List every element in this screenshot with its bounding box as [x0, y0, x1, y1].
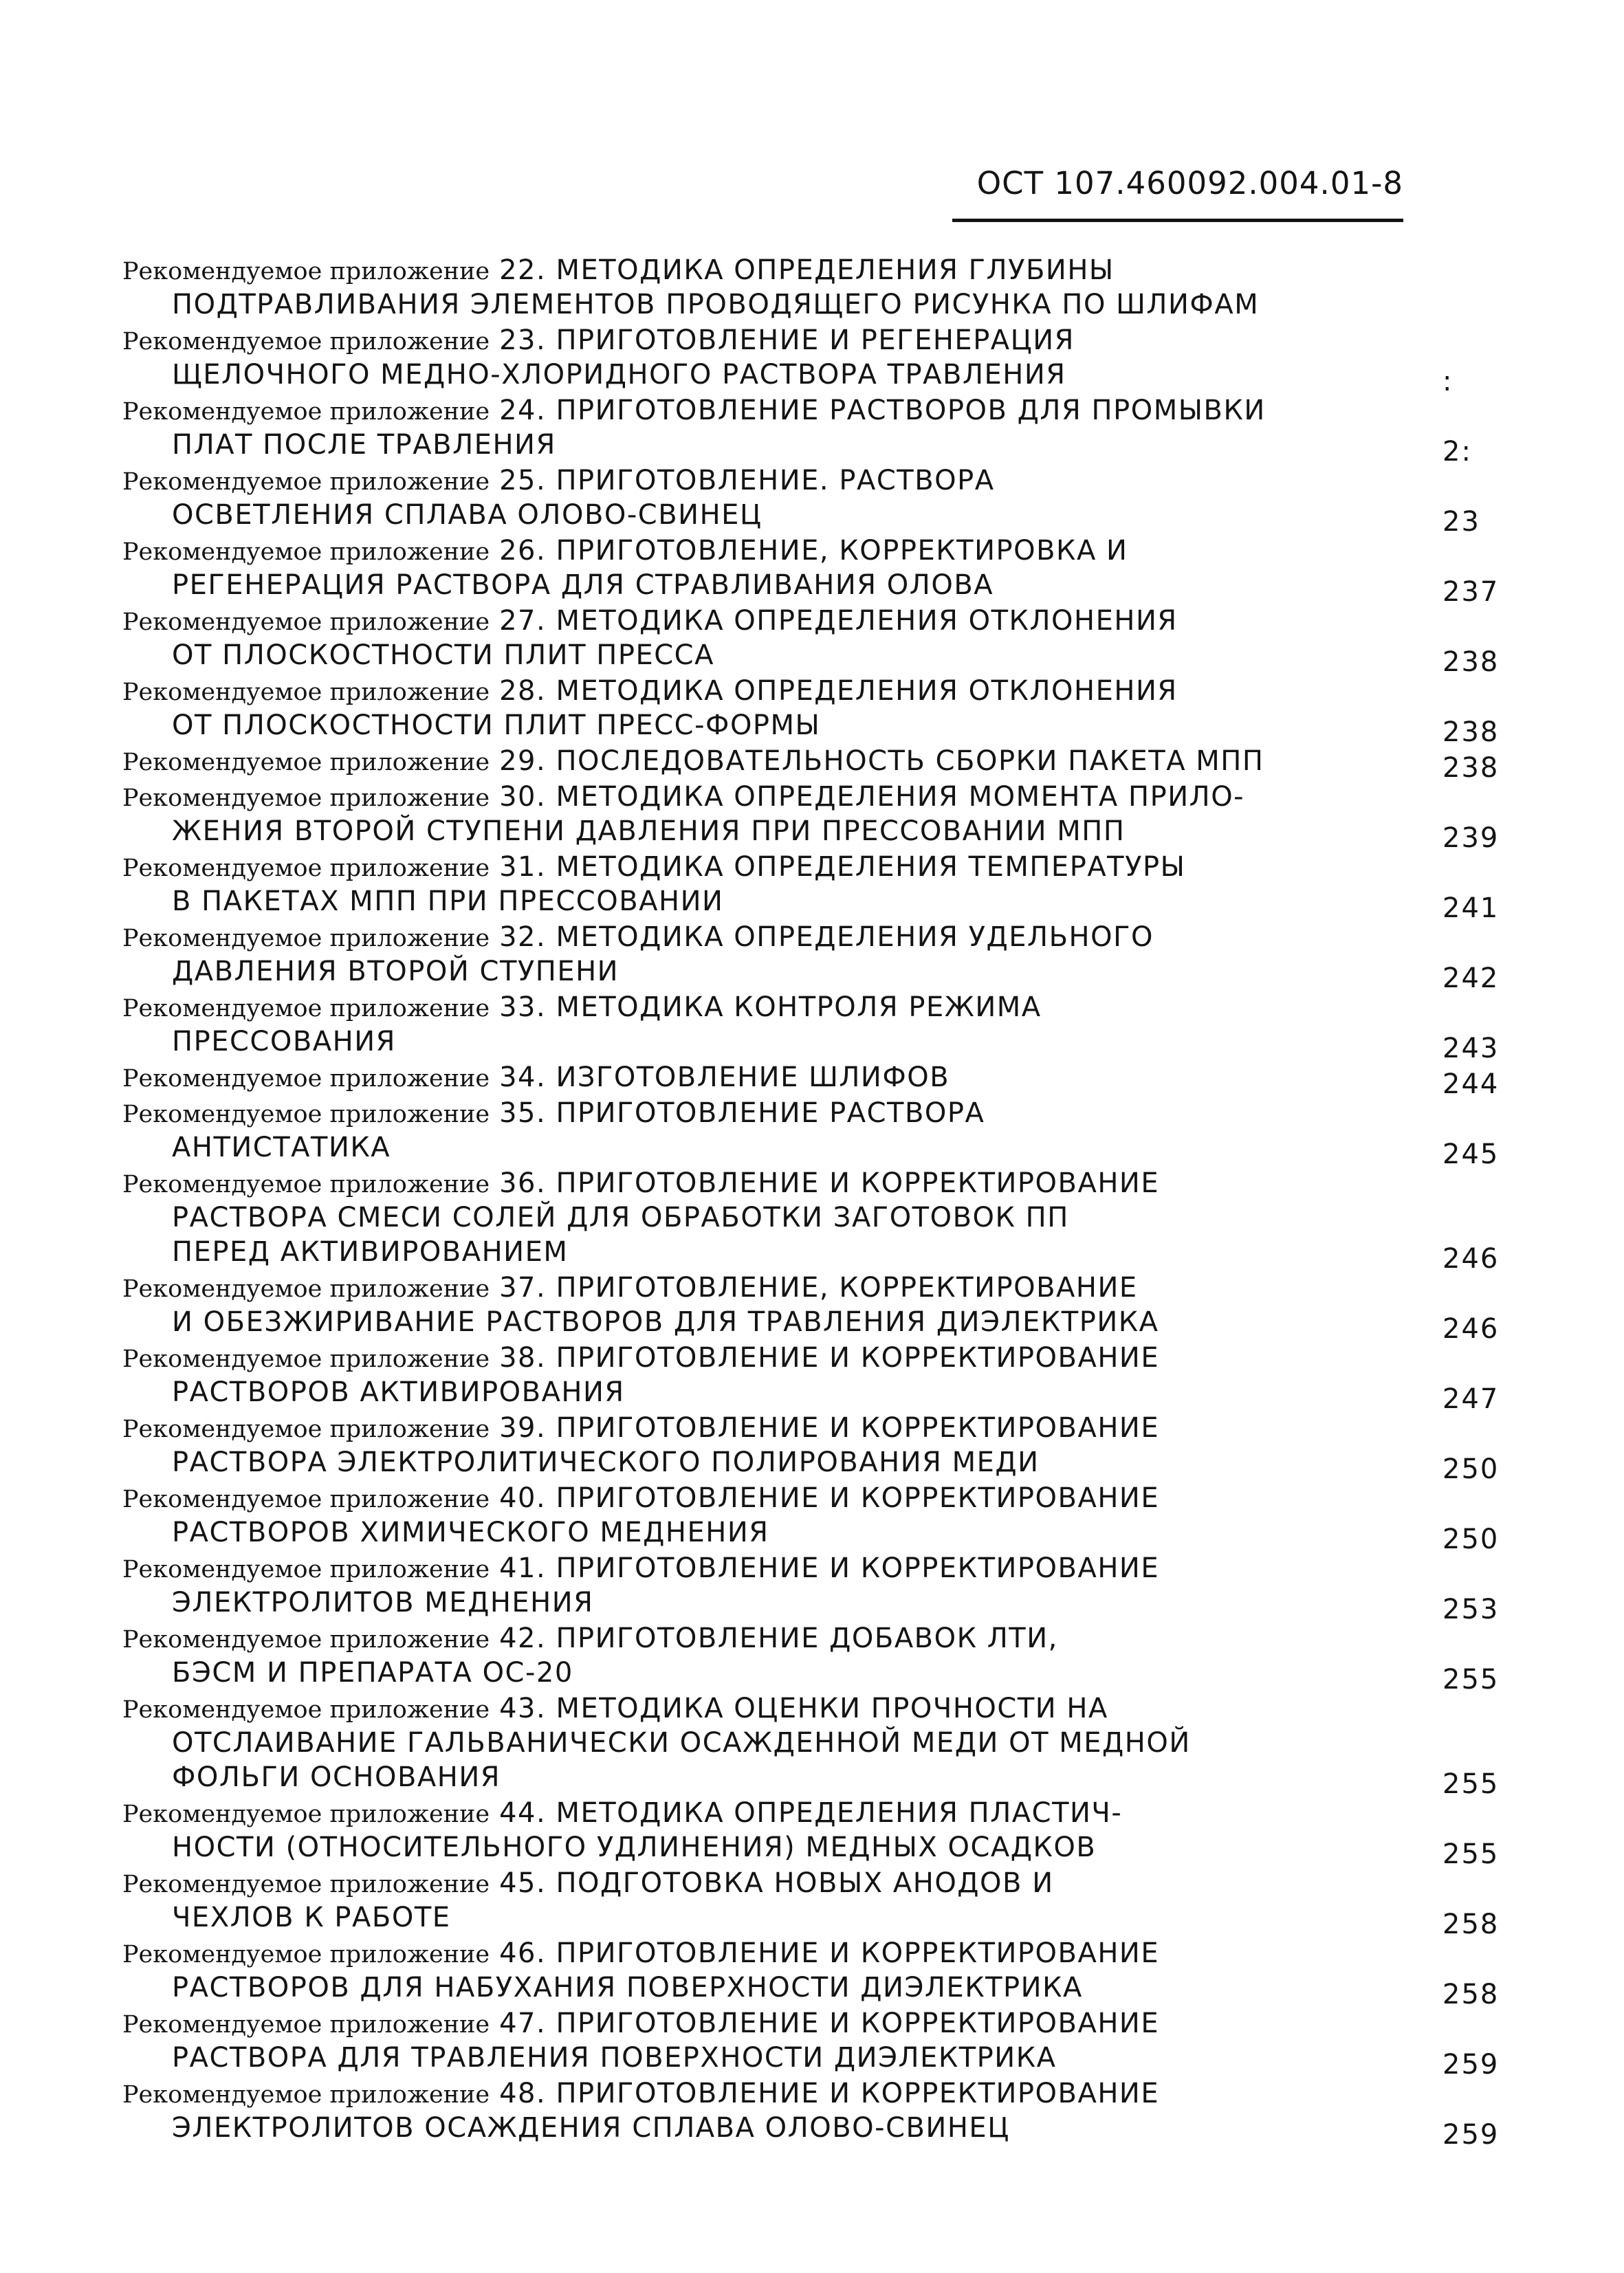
toc-title-line: В ПАКЕТАХ МПП ПРИ ПРЕССОВАНИИ	[172, 886, 724, 917]
toc-entry[interactable]	[0, 463, 1624, 538]
toc-entry-text	[122, 2006, 1401, 2075]
appendix-prefix: Рекомендуемое приложение	[122, 784, 490, 812]
toc-first-line	[122, 1796, 1401, 1830]
toc-title-line: 37. ПРИГОТОВЛЕНИЕ, КОРРЕКТИРОВАНИЕ	[499, 1272, 1138, 1304]
toc-entry-text	[122, 604, 1401, 672]
toc-entry[interactable]	[0, 990, 1624, 1064]
toc-entry-text	[122, 990, 1401, 1059]
toc-title-line: ФОЛЬГИ ОСНОВАНИЯ	[172, 1761, 501, 1793]
toc-first-line	[122, 990, 1401, 1024]
toc-entry-text	[122, 1551, 1401, 1620]
toc-entry-text	[122, 1166, 1401, 1269]
toc-entry-text	[122, 1481, 1401, 1550]
toc-title-line: 41. ПРИГОТОВЛЕНИЕ И КОРРЕКТИРОВАНИЕ	[499, 1552, 1160, 1584]
toc-title-line: ОТСЛАИВАНИЕ ГАЛЬВАНИЧЕСКИ ОСАЖДЕННОЙ МЕДИ ОТ МЕДНОЙ	[172, 1727, 1191, 1759]
toc-title-line: 32. МЕТОДИКА ОПРЕДЕЛЕНИЯ УДЕЛЬНОГО	[499, 921, 1154, 953]
toc-entry[interactable]	[0, 1411, 1624, 1485]
appendix-prefix: Рекомендуемое приложение	[122, 1696, 490, 1724]
toc-entry[interactable]	[0, 253, 1624, 322]
toc-title-line: РАСТВОРА СМЕСИ СОЛЕЙ ДЛЯ ОБРАБОТКИ ЗАГОТОВОК ПП	[172, 1202, 1069, 1233]
toc-title-line: 34. ИЗГОТОВЛЕНИЕ ШЛИФОВ	[499, 1062, 950, 1093]
appendix-prefix: Рекомендуемое приложение	[122, 679, 490, 706]
toc-entry[interactable]	[0, 1271, 1624, 1345]
toc-title-line: 26. ПРИГОТОВЛЕНИЕ, КОРРЕКТИРОВКА И	[499, 535, 1128, 567]
toc-entry[interactable]	[0, 780, 1624, 854]
toc-title-line: 45. ПОДГОТОВКА НОВЫХ АНОДОВ И	[499, 1867, 1054, 1899]
toc-entry[interactable]	[0, 1866, 1624, 1940]
page-number: 238	[1442, 716, 1500, 748]
page-number: 250	[1442, 1524, 1500, 1555]
page-number: 247	[1442, 1383, 1500, 1415]
appendix-prefix: Рекомендуемое приложение	[122, 1065, 490, 1092]
appendix-prefix: Рекомендуемое приложение	[122, 398, 490, 426]
toc-title-line: ПОДТРАВЛИВАНИЯ ЭЛЕМЕНТОВ ПРОВОДЯЩЕГО РИСУНКА ПО ШЛИФАМ	[172, 289, 1260, 320]
appendix-prefix: Рекомендуемое приложение	[122, 1346, 490, 1373]
toc-title-line: 27. МЕТОДИКА ОПРЕДЕЛЕНИЯ ОТКЛОНЕНИЯ	[499, 605, 1178, 637]
appendix-prefix: Рекомендуемое приложение	[122, 1275, 490, 1303]
toc-title-line: ЭЛЕКТРОЛИТОВ ОСАЖДЕНИЯ СПЛАВА ОЛОВО-СВИНЕЦ	[172, 2112, 1010, 2144]
page-number: 258	[1442, 1909, 1500, 1940]
appendix-prefix: Рекомендуемое приложение	[122, 2081, 490, 2109]
toc-entry-text	[122, 1866, 1401, 1935]
page-number: 255	[1442, 1838, 1500, 1870]
toc-first-line	[122, 780, 1401, 814]
toc-entry-text	[122, 1796, 1401, 1865]
appendix-prefix: Рекомендуемое приложение	[122, 258, 490, 285]
toc-entry-text	[122, 1691, 1401, 1794]
appendix-prefix: Рекомендуемое приложение	[122, 925, 490, 952]
toc-entry-text	[122, 920, 1401, 989]
toc-first-line	[122, 1060, 1401, 1095]
toc-title-line: ПЛАТ ПОСЛЕ ТРАВЛЕНИЯ	[172, 429, 556, 461]
toc-entry-text	[122, 1060, 1401, 1095]
toc-first-line	[122, 1621, 1401, 1656]
appendix-prefix: Рекомендуемое приложение	[122, 749, 490, 776]
toc-title-line: 47. ПРИГОТОВЛЕНИЕ И КОРРЕКТИРОВАНИЕ	[499, 2008, 1160, 2039]
toc-first-line	[122, 1411, 1401, 1445]
toc-title-line: НОСТИ (ОТНОСИТЕЛЬНОГО УДЛИНЕНИЯ) МЕДНЫХ ОСАДКОВ	[172, 1832, 1097, 1863]
toc-title-line: 44. МЕТОДИКА ОПРЕДЕЛЕНИЯ ПЛАСТИЧ-	[499, 1797, 1123, 1829]
toc-entry[interactable]	[0, 1796, 1624, 1870]
toc-title-line: РАСТВОРОВ АКТИВИРОВАНИЯ	[172, 1376, 625, 1408]
toc-entry[interactable]	[0, 920, 1624, 994]
appendix-prefix: Рекомендуемое приложение	[122, 468, 490, 496]
toc-title-line: 36. ПРИГОТОВЛЕНИЕ И КОРРЕКТИРОВАНИЕ	[499, 1167, 1160, 1199]
toc-first-line	[122, 1341, 1401, 1375]
appendix-prefix: Рекомендуемое приложение	[122, 1941, 490, 1968]
toc-entry[interactable]	[0, 1551, 1624, 1625]
toc-entry-text	[122, 2076, 1401, 2145]
toc-entry[interactable]	[0, 2076, 1624, 2151]
toc-title-line: 48. ПРИГОТОВЛЕНИЕ И КОРРЕКТИРОВАНИЕ	[499, 2078, 1160, 2109]
toc-title-line: 39. ПРИГОТОВЛЕНИЕ И КОРРЕКТИРОВАНИЕ	[499, 1412, 1160, 1444]
toc-title-line: ЩЕЛОЧНОГО МЕДНО-ХЛОРИДНОГО РАСТВОРА ТРАВЛЕНИЯ	[172, 359, 1066, 391]
toc-title-line: БЭСМ И ПРЕПАРАТА ОС-20	[172, 1657, 573, 1689]
toc-entry[interactable]	[0, 393, 1624, 468]
appendix-prefix: Рекомендуемое приложение	[122, 608, 490, 636]
toc-title-line: РАСТВОРА ДЛЯ ТРАВЛЕНИЯ ПОВЕРХНОСТИ ДИЭЛЕКТРИКА	[172, 2042, 1057, 2074]
toc-first-line	[122, 744, 1401, 778]
toc-title-line: 30. МЕТОДИКА ОПРЕДЕЛЕНИЯ МОМЕНТА ПРИЛО-	[499, 781, 1245, 813]
toc-entry-text	[122, 780, 1401, 848]
toc-title-line: 46. ПРИГОТОВЛЕНИЕ И КОРРЕКТИРОВАНИЕ	[499, 1937, 1160, 1969]
toc-title-line: И ОБЕЗЖИРИВАНИЕ РАСТВОРОВ ДЛЯ ТРАВЛЕНИЯ ДИЭЛЕКТРИКА	[172, 1306, 1159, 1338]
toc-title-line: 35. ПРИГОТОВЛЕНИЕ РАСТВОРА	[499, 1097, 985, 1129]
page-number: 243	[1442, 1033, 1500, 1064]
toc-title-line: ПЕРЕД АКТИВИРОВАНИЕМ	[172, 1236, 569, 1268]
toc-first-line	[122, 393, 1401, 428]
toc-title-line: 43. МЕТОДИКА ОЦЕНКИ ПРОЧНОСТИ НА	[499, 1693, 1108, 1724]
page-number: 258	[1442, 1979, 1500, 2010]
toc-entry-text	[122, 674, 1401, 743]
toc-title-line: ЖЕНИЯ ВТОРОЙ СТУПЕНИ ДАВЛЕНИЯ ПРИ ПРЕССОВАНИИ МПП	[172, 815, 1126, 847]
page-number: 246	[1442, 1243, 1500, 1275]
toc-entry[interactable]	[0, 744, 1624, 784]
appendix-prefix: Рекомендуемое приложение	[122, 1416, 490, 1443]
toc-entry-text	[122, 463, 1401, 532]
page-number: 245	[1442, 1139, 1500, 1170]
appendix-prefix: Рекомендуемое приложение	[122, 1871, 490, 1898]
header-rule	[952, 219, 1403, 222]
toc-first-line	[122, 253, 1401, 287]
page-number: 242	[1442, 963, 1500, 994]
toc-title-line: 25. ПРИГОТОВЛЕНИЕ. РАСТВОРА	[499, 465, 995, 496]
toc-entry[interactable]	[0, 2006, 1624, 2080]
appendix-prefix: Рекомендуемое приложение	[122, 1556, 490, 1583]
page-number: 246	[1442, 1313, 1500, 1345]
toc-first-line	[122, 1551, 1401, 1585]
toc-title-line: РАСТВОРОВ ДЛЯ НАБУХАНИЯ ПОВЕРХНОСТИ ДИЭЛЕКТРИКА	[172, 1972, 1083, 2003]
toc-entry[interactable]	[0, 1481, 1624, 1555]
page-number: 241	[1442, 892, 1500, 924]
toc-title-line: 23. ПРИГОТОВЛЕНИЕ И РЕГЕНЕРАЦИЯ	[499, 325, 1075, 356]
document-code: ОСТ 107.460092.004.01-8	[976, 165, 1403, 201]
appendix-prefix: Рекомендуемое приложение	[122, 1801, 490, 1828]
toc-title-line: 38. ПРИГОТОВЛЕНИЕ И КОРРЕКТИРОВАНИЕ	[499, 1342, 1160, 1374]
toc-entry[interactable]	[0, 1691, 1624, 1800]
page-number: 250	[1442, 1453, 1500, 1485]
toc-title-line: РАСТВОРОВ ХИМИЧЕСКОГО МЕДНЕНИЯ	[172, 1517, 769, 1548]
page-number: 255	[1442, 1768, 1500, 1800]
toc-title-line: РАСТВОРА ЭЛЕКТРОЛИТИЧЕСКОГО ПОЛИРОВАНИЯ МЕДИ	[172, 1447, 1040, 1478]
page-number: 244	[1442, 1068, 1500, 1100]
toc-entry[interactable]	[0, 1060, 1624, 1100]
toc-entry-text	[122, 1271, 1401, 1339]
toc-first-line	[122, 323, 1401, 358]
toc-entry[interactable]	[0, 323, 1624, 397]
toc-first-line	[122, 1936, 1401, 1970]
page-number: 238	[1442, 646, 1500, 678]
toc-title-line: ЧЕХЛОВ К РАБОТЕ	[172, 1902, 451, 1933]
page-number: 239	[1442, 822, 1500, 854]
toc-entry[interactable]	[0, 1621, 1624, 1695]
toc-title-line: ДАВЛЕНИЯ ВТОРОЙ СТУПЕНИ	[172, 956, 619, 987]
table-of-contents	[0, 253, 1624, 2151]
toc-title-line: ЭЛЕКТРОЛИТОВ МЕДНЕНИЯ	[172, 1587, 594, 1618]
toc-title-line: 22. МЕТОДИКА ОПРЕДЕЛЕНИЯ ГЛУБИНЫ	[499, 254, 1115, 286]
toc-entry-text	[122, 1411, 1401, 1480]
appendix-prefix: Рекомендуемое приложение	[122, 855, 490, 882]
toc-first-line	[122, 534, 1401, 568]
toc-title-line: 40. ПРИГОТОВЛЕНИЕ И КОРРЕКТИРОВАНИЕ	[499, 1482, 1160, 1514]
toc-first-line	[122, 920, 1401, 954]
toc-first-line	[122, 1691, 1401, 1726]
toc-entry[interactable]	[0, 534, 1624, 608]
page-number: 259	[1442, 2049, 1500, 2080]
page-number: 237	[1442, 576, 1500, 608]
appendix-prefix: Рекомендуемое приложение	[122, 1486, 490, 1513]
page-number: 255	[1442, 1664, 1500, 1695]
toc-entry-text	[122, 1621, 1401, 1690]
toc-first-line	[122, 463, 1401, 498]
toc-entry-text	[122, 850, 1401, 919]
toc-title-line: ОСВЕТЛЕНИЯ СПЛАВА ОЛОВО-СВИНЕЦ	[172, 499, 762, 531]
toc-title-line: ОТ ПЛОСКОСТНОСТИ ПЛИТ ПРЕССА	[172, 639, 714, 671]
toc-first-line	[122, 2076, 1401, 2111]
appendix-prefix: Рекомендуемое приложение	[122, 2011, 490, 2039]
toc-first-line	[122, 1866, 1401, 1900]
toc-entry[interactable]	[0, 1096, 1624, 1170]
toc-entry-text	[122, 1341, 1401, 1409]
toc-title-line: 33. МЕТОДИКА КОНТРОЛЯ РЕЖИМА	[499, 991, 1042, 1023]
toc-first-line	[122, 674, 1401, 708]
toc-entry[interactable]	[0, 1166, 1624, 1275]
appendix-prefix: Рекомендуемое приложение	[122, 995, 490, 1022]
page-number: 253	[1442, 1594, 1500, 1625]
toc-entry[interactable]	[0, 1341, 1624, 1415]
toc-title-line: 24. ПРИГОТОВЛЕНИЕ РАСТВОРОВ ДЛЯ ПРОМЫВКИ	[499, 395, 1266, 426]
toc-title-line: 29. ПОСЛЕДОВАТЕЛЬНОСТЬ СБОРКИ ПАКЕТА МПП	[499, 745, 1264, 777]
toc-entry-text	[122, 1936, 1401, 2005]
toc-first-line	[122, 604, 1401, 638]
toc-first-line	[122, 1481, 1401, 1515]
toc-entry-text	[122, 393, 1401, 462]
toc-title-line: АНТИСТАТИКА	[172, 1132, 391, 1163]
toc-first-line	[122, 1166, 1401, 1200]
page-number: 2:	[1442, 436, 1472, 468]
toc-title-line: 28. МЕТОДИКА ОПРЕДЕЛЕНИЯ ОТКЛОНЕНИЯ	[499, 675, 1178, 707]
appendix-prefix: Рекомендуемое приложение	[122, 328, 490, 355]
toc-title-line: ПРЕССОВАНИЯ	[172, 1026, 396, 1057]
page-number: 23	[1442, 506, 1480, 538]
toc-entry[interactable]	[0, 604, 1624, 678]
toc-first-line	[122, 2006, 1401, 2041]
appendix-prefix: Рекомендуемое приложение	[122, 1101, 490, 1128]
toc-entry[interactable]	[0, 1936, 1624, 2010]
toc-title-line: РЕГЕНЕРАЦИЯ РАСТВОРА ДЛЯ СТРАВЛИВАНИЯ ОЛОВА	[172, 569, 994, 601]
toc-entry-text	[122, 744, 1401, 778]
toc-title-line: 31. МЕТОДИКА ОПРЕДЕЛЕНИЯ ТЕМПЕРАТУРЫ	[499, 851, 1186, 883]
toc-first-line	[122, 850, 1401, 884]
toc-title-line: ОТ ПЛОСКОСТНОСТИ ПЛИТ ПРЕСС-ФОРМЫ	[172, 710, 821, 741]
toc-entry-text	[122, 1096, 1401, 1165]
toc-entry-text	[122, 323, 1401, 392]
toc-title-line: 42. ПРИГОТОВЛЕНИЕ ДОБАВОК ЛТИ,	[499, 1623, 1058, 1654]
appendix-prefix: Рекомендуемое приложение	[122, 1171, 490, 1198]
page-number: 259	[1442, 2119, 1500, 2151]
appendix-prefix: Рекомендуемое приложение	[122, 1626, 490, 1654]
toc-entry[interactable]	[0, 674, 1624, 748]
toc-first-line	[122, 1096, 1401, 1130]
toc-entry[interactable]	[0, 850, 1624, 924]
toc-first-line	[122, 1271, 1401, 1305]
toc-entry-text	[122, 534, 1401, 602]
page-number: :	[1442, 366, 1453, 397]
page-number: 238	[1442, 752, 1500, 784]
appendix-prefix: Рекомендуемое приложение	[122, 538, 490, 566]
toc-entry-text	[122, 253, 1401, 322]
